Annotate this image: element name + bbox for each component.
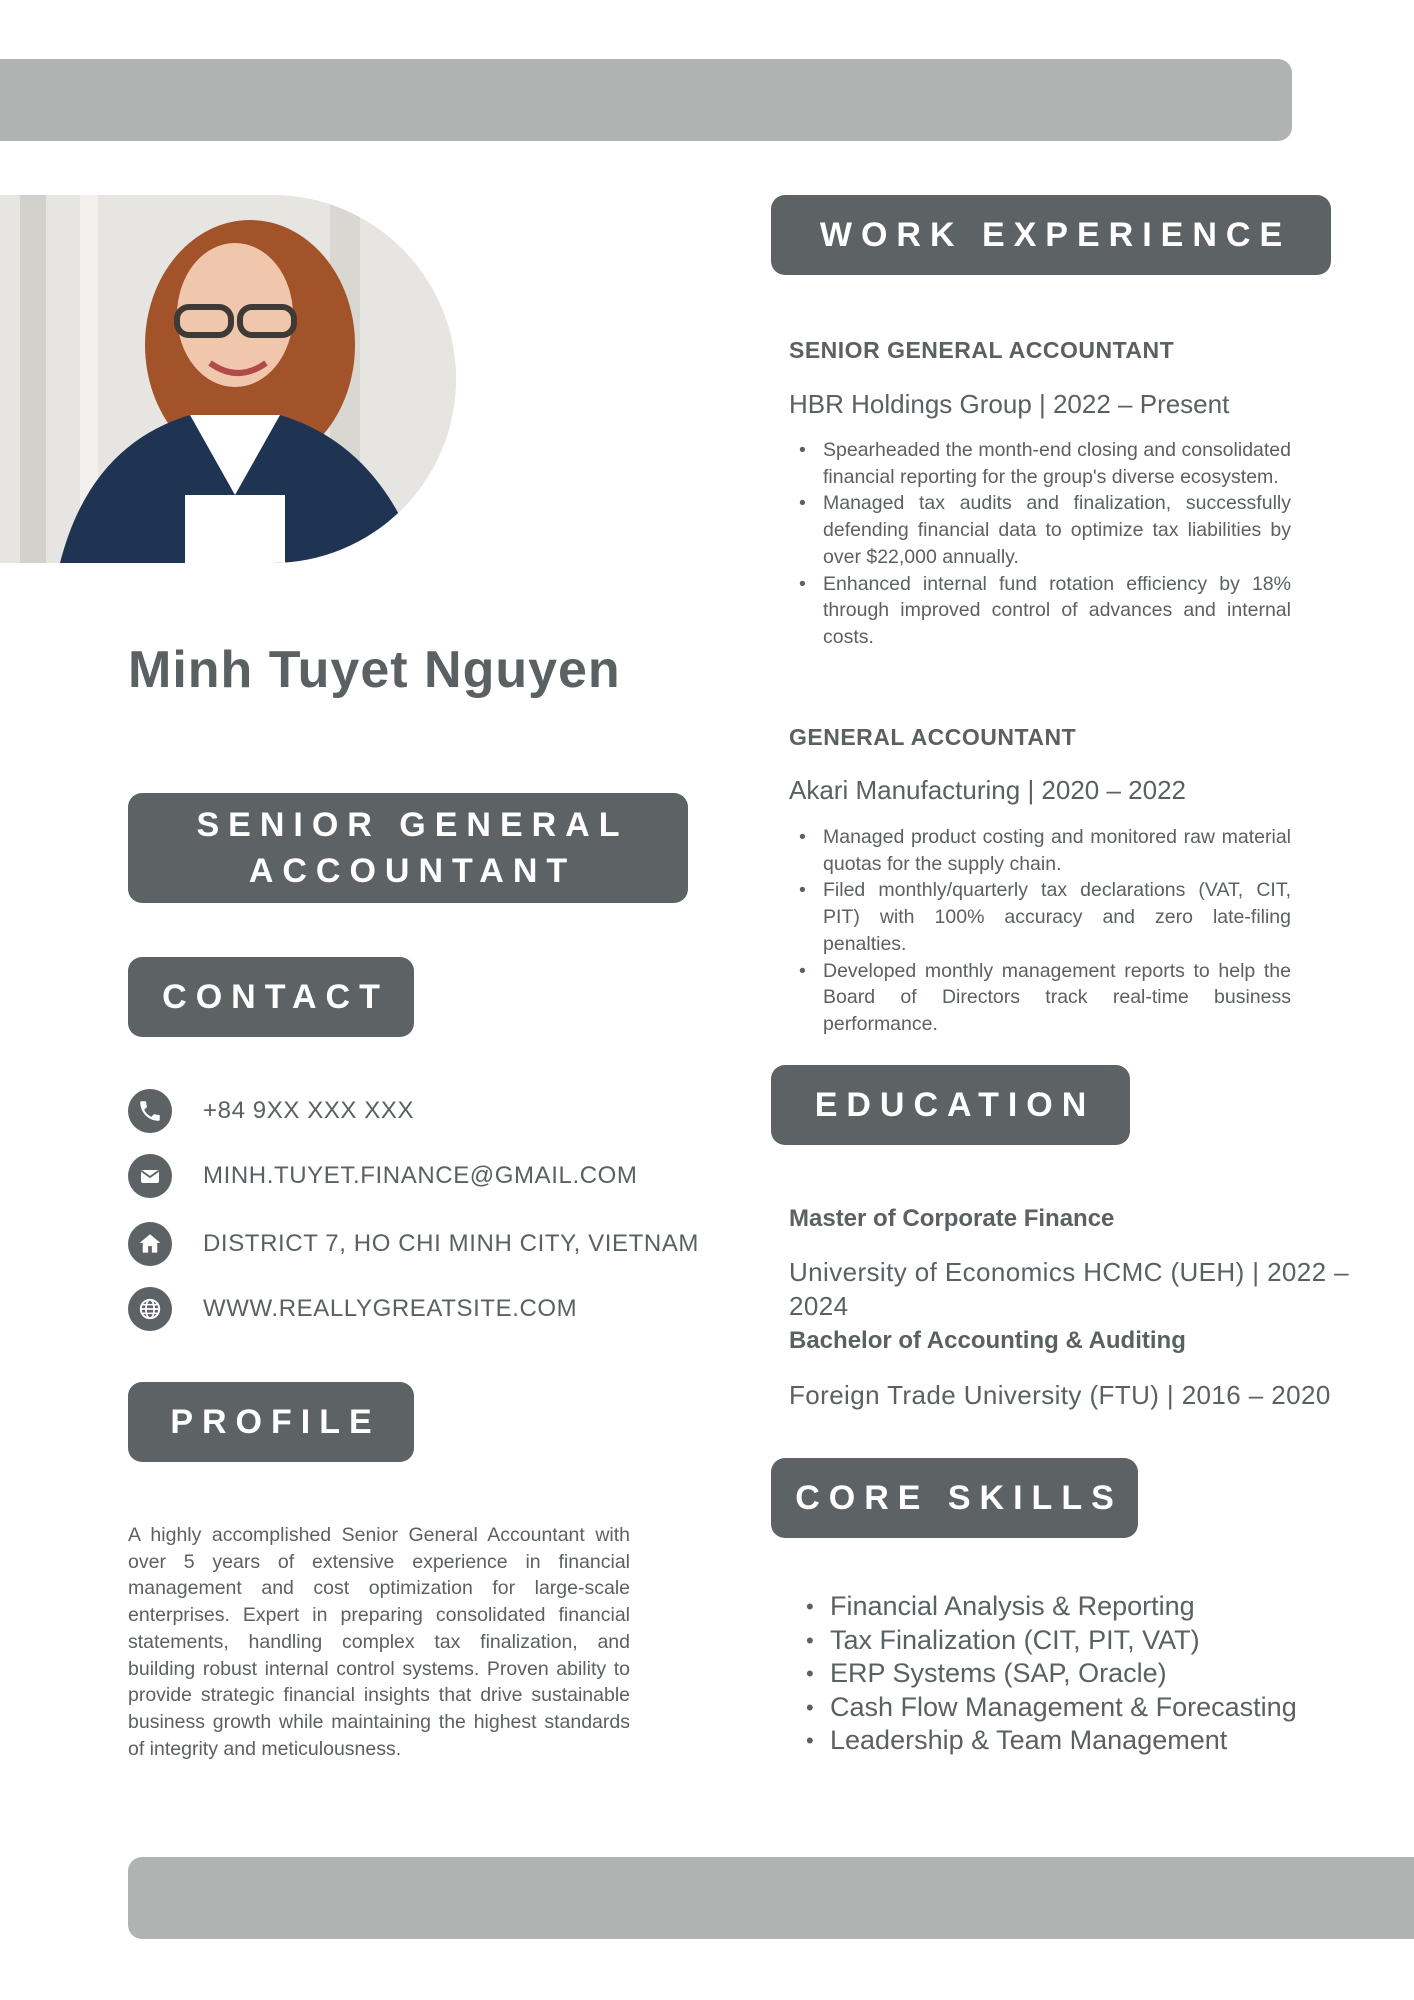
profile-heading: PROFILE <box>128 1382 414 1462</box>
website-text: WWW.REALLYGREATSITE.COM <box>203 1295 578 1322</box>
home-icon <box>128 1222 172 1266</box>
contact-email <box>128 1154 728 1198</box>
phone-text: +84 9XX XXX XXX <box>203 1097 415 1124</box>
contact-heading: CONTACT <box>128 957 414 1037</box>
job-company-2: Akari Manufacturing | 2020 – 2022 <box>789 775 1187 805</box>
job-title-2: GENERAL ACCOUNTANT <box>789 724 1077 750</box>
contact-address <box>128 1222 728 1266</box>
address-text: DISTRICT 7, HO CHI MINH CITY, VIETNAM <box>203 1230 700 1257</box>
list-item: • Tax Finalization (CIT, PIT, VAT) <box>830 1624 1364 1658</box>
profile-photo <box>0 195 456 563</box>
contact-website <box>128 1287 728 1331</box>
list-item: • Leadership & Team Management <box>830 1724 1364 1758</box>
job-bullets-2 <box>789 824 1291 1038</box>
skills-list <box>804 1590 1364 1758</box>
list-item: • ERP Systems (SAP, Oracle) <box>830 1657 1364 1691</box>
list-item: • Filed monthly/quarterly tax declarations (VAT, CIT, PIT) with 100% accuracy and zero late-filing penalties. <box>823 877 1291 957</box>
list-item: • Spearheaded the month-end closing and consolidated financial reporting for the group's diverse ecosystem. <box>823 437 1291 490</box>
edu-degree-2: Bachelor of Accounting & Auditing <box>789 1327 1186 1354</box>
mail-icon <box>128 1154 172 1198</box>
edu-school-1: University of Economics HCMC (UEH) | 2022 – 2024 <box>789 1257 1349 1321</box>
work-experience-heading: WORK EXPERIENCE <box>771 195 1331 275</box>
top-decorative-band <box>0 59 1292 141</box>
list-item: • Financial Analysis & Reporting <box>830 1590 1364 1624</box>
edu-degree-1: Master of Corporate Finance <box>789 1205 1115 1232</box>
contact-phone <box>128 1089 728 1133</box>
list-item: • Developed monthly management reports to help the Board of Directors track real-time business performance. <box>823 958 1291 1038</box>
list-item: • Enhanced internal fund rotation efficiency by 18% through improved control of advances and internal costs. <box>823 571 1291 651</box>
bottom-decorative-band <box>128 1857 1414 1939</box>
candidate-name: Minh Tuyet Nguyen <box>128 641 621 699</box>
phone-icon <box>128 1089 172 1133</box>
core-skills-heading: CORE SKILLS <box>771 1458 1138 1538</box>
job-title-1: SENIOR GENERAL ACCOUNTANT <box>789 337 1175 363</box>
list-item: • Cash Flow Management & Forecasting <box>830 1691 1364 1725</box>
edu-school-2: Foreign Trade University (FTU) | 2016 – 2020 <box>789 1380 1331 1410</box>
job-title-badge: SENIOR GENERAL ACCOUNTANT <box>128 793 688 903</box>
list-item: • Managed product costing and monitored raw material quotas for the supply chain. <box>823 824 1291 877</box>
job-company-1: HBR Holdings Group | 2022 – Present <box>789 389 1230 419</box>
list-item: • Managed tax audits and finalization, successfully defending financial data to optimize tax liabilities by over $22,000 annually. <box>823 490 1291 570</box>
globe-icon <box>128 1287 172 1331</box>
profile-summary: A highly accomplished Senior General Accountant with over 5 years of extensive experience in financial management and cost optimization for large-scale enterprises. Expert in preparing consolidated financial statements, handling complex tax finalization, and building robust internal control systems. Proven ability to provide strategic financial insights that drive sustainable business growth while maintaining the highest standards of integrity and meticulousness. <box>128 1524 630 1760</box>
education-heading: EDUCATION <box>771 1065 1130 1145</box>
job-bullets-1 <box>789 437 1291 651</box>
email-text: MINH.TUYET.FINANCE@GMAIL.COM <box>203 1162 638 1189</box>
